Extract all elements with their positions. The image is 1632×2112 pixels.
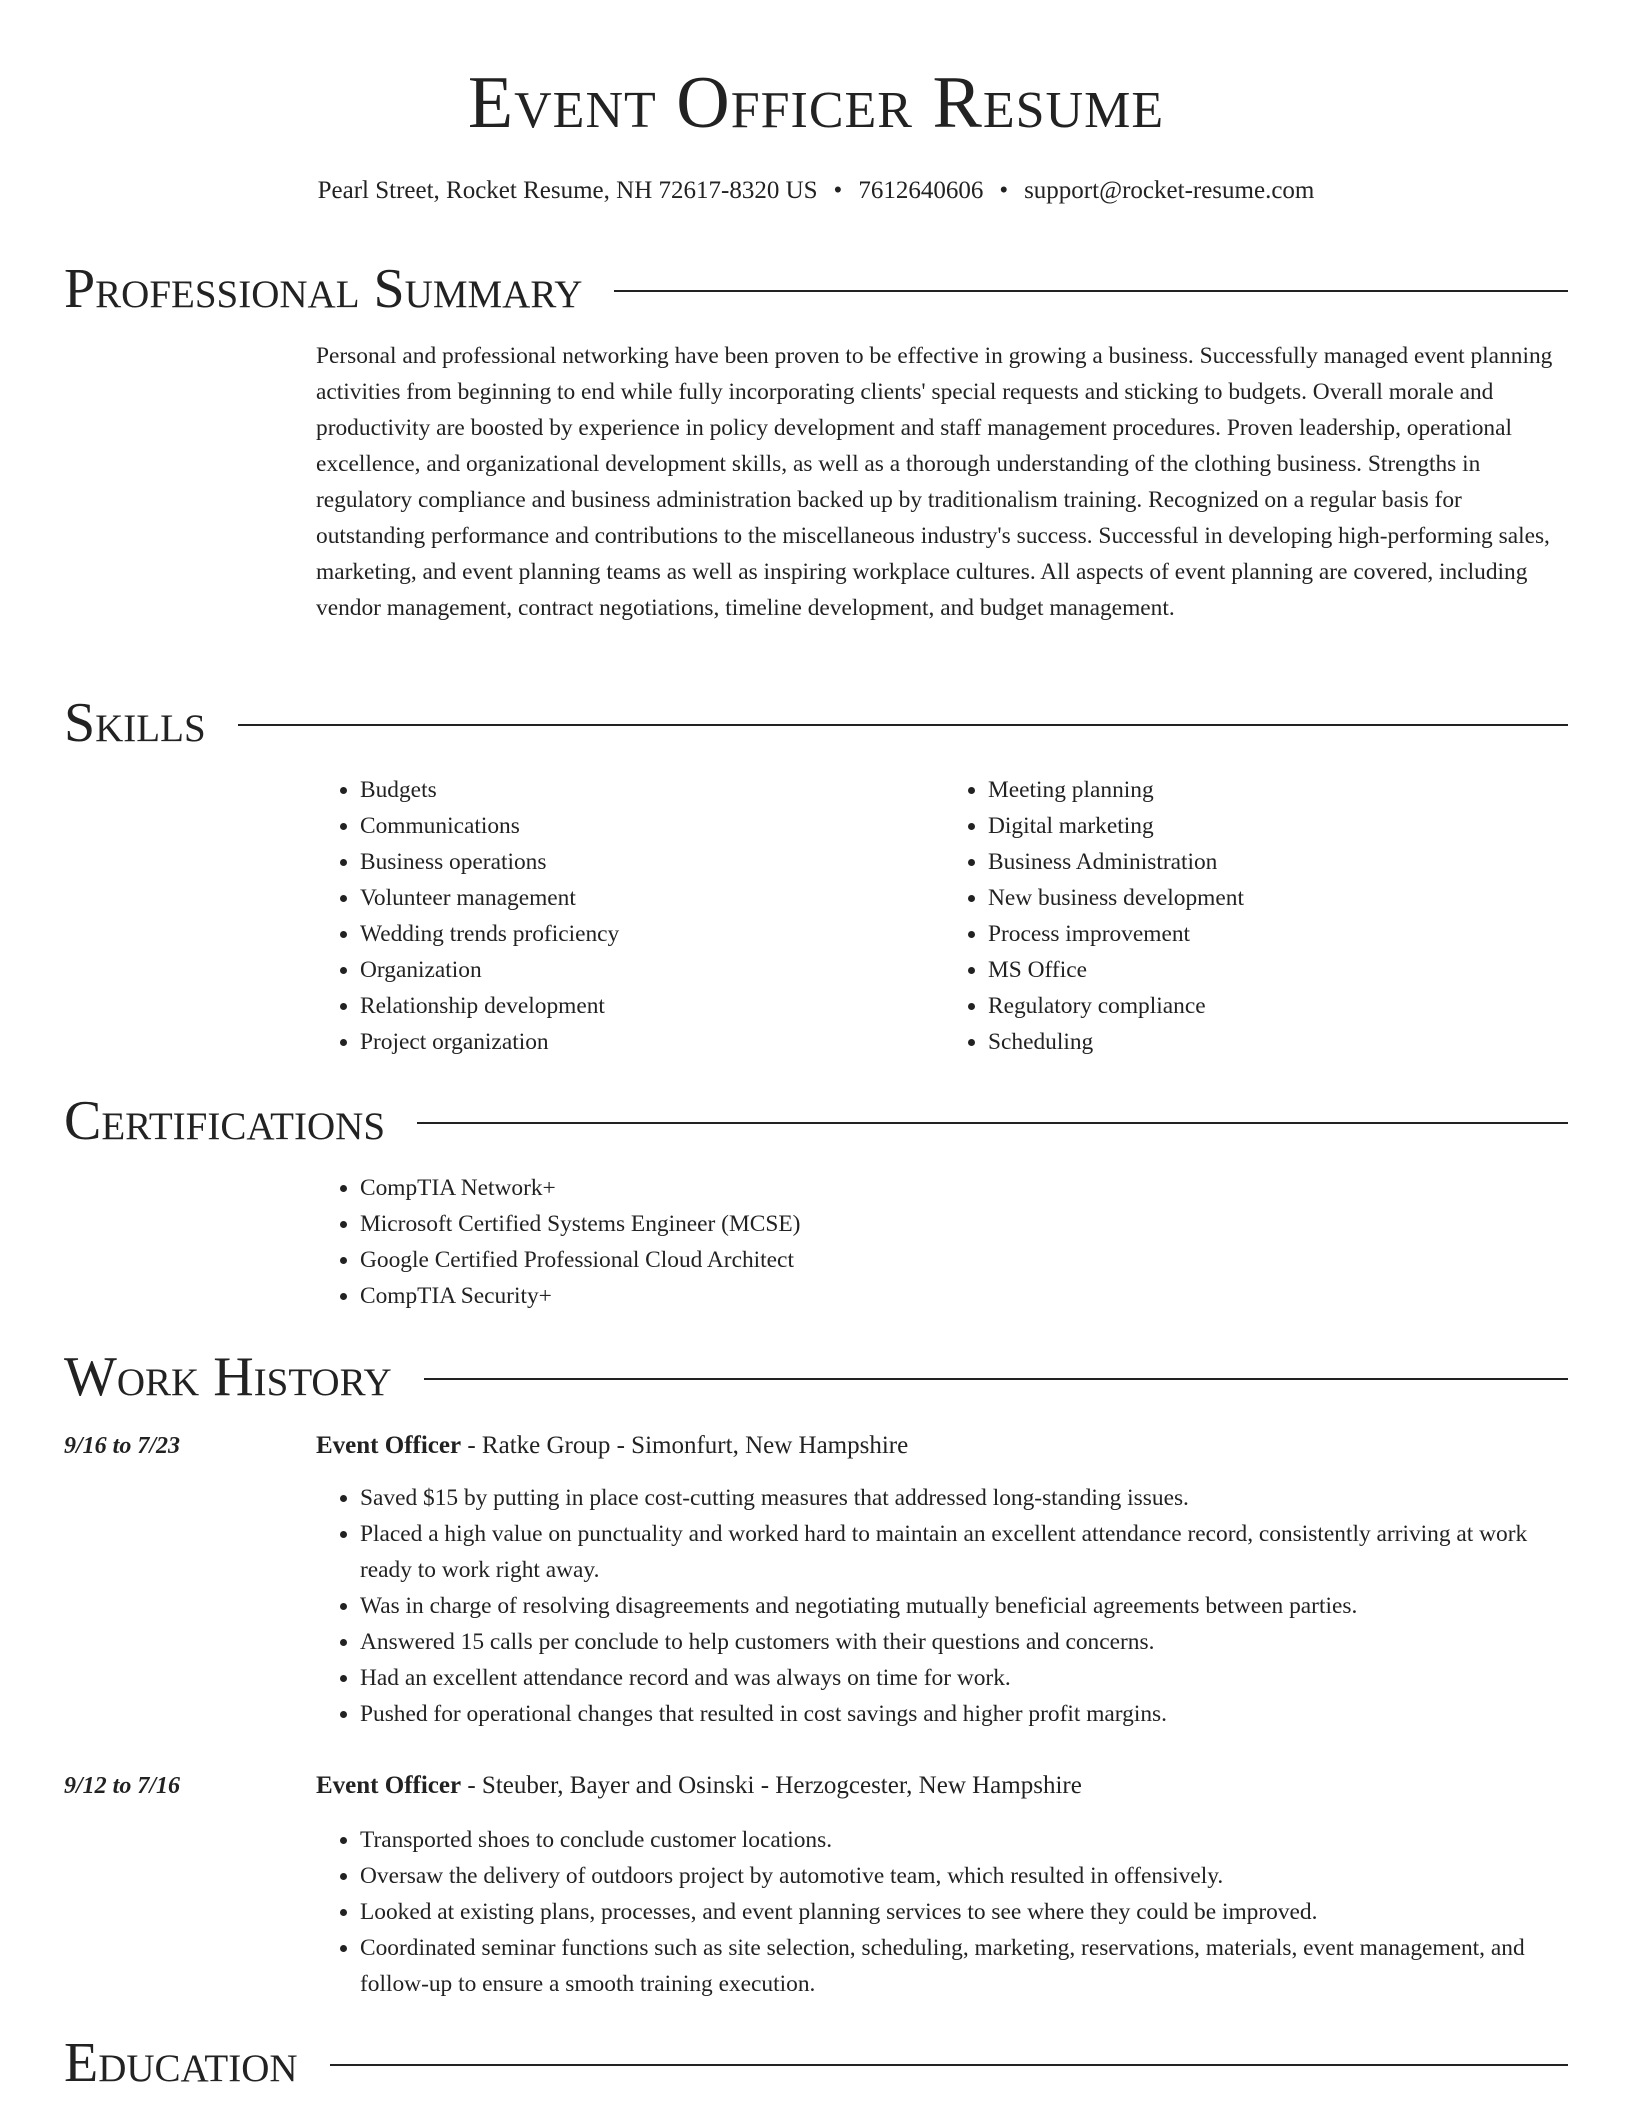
skill-item: • Wedding trends proficiency	[360, 916, 944, 952]
certification-item: • Microsoft Certified Systems Engineer (MCSE)	[360, 1206, 1572, 1242]
job-bullet: • Coordinated seminar functions such as site selection, scheduling, marketing, reservations, materials, event management, and follow-up to ensure a smooth training execution.	[360, 1930, 1572, 2002]
skill-item: • Organization	[360, 952, 944, 988]
skill-item: • Regulatory compliance	[988, 988, 1572, 1024]
section-divider	[238, 724, 1568, 726]
skill-item: • Volunteer management	[360, 880, 944, 916]
section-title: Skills	[64, 692, 206, 754]
certification-item: • CompTIA Network+	[360, 1170, 1572, 1206]
section-heading-certifications	[64, 1088, 1568, 1154]
job-bullet: • Oversaw the delivery of outdoors project by automotive team, which resulted in offensively.	[360, 1858, 1572, 1894]
job-dates: 9/12 to 7/16	[64, 1773, 181, 1799]
skill-item: • Project organization	[360, 1024, 944, 1060]
job-dates: 9/16 to 7/23	[64, 1433, 181, 1459]
skill-item: • Business Administration	[988, 844, 1572, 880]
resume-title: Event Officer Resume	[467, 62, 1165, 144]
skill-item: • Budgets	[360, 772, 944, 808]
section-divider	[330, 2064, 1568, 2066]
skill-item: • MS Office	[988, 952, 1572, 988]
section-title: Education	[64, 2032, 298, 2094]
job-bullets-block	[316, 1822, 1572, 2002]
section-divider	[417, 1122, 1568, 1124]
contact-line	[0, 174, 1632, 208]
job-bullet: • Had an excellent attendance record and was always on time for work.	[360, 1660, 1572, 1696]
skill-item: • Process improvement	[988, 916, 1572, 952]
job-heading	[316, 1768, 1082, 1804]
contact-separator: •	[833, 177, 843, 204]
section-divider	[424, 1378, 1568, 1380]
certification-item: • CompTIA Security+	[360, 1278, 1572, 1314]
section-title: Work History	[64, 1346, 392, 1408]
section-heading-summary	[64, 256, 1568, 322]
job-bullet: • Placed a high value on punctuality and worked hard to maintain an excellent attendance record, consistently arriving at work ready to work right away.	[360, 1516, 1572, 1588]
section-heading-education	[64, 2030, 1568, 2096]
section-heading-work-history	[64, 1344, 1568, 1410]
skill-item: • New business development	[988, 880, 1572, 916]
section-title: Certifications	[64, 1090, 386, 1152]
job-bullet: • Answered 15 calls per conclude to help customers with their questions and concerns.	[360, 1624, 1572, 1660]
contact-phone: 7612640606	[858, 177, 984, 204]
job-details: - Steuber, Bayer and Osinski - Herzogcester, New Hampshire	[461, 1772, 1082, 1799]
skill-item: • Communications	[360, 808, 944, 844]
section-title: Professional Summary	[64, 258, 583, 320]
job-bullets-block	[316, 1480, 1572, 1732]
skill-item: • Scheduling	[988, 1024, 1572, 1060]
job-bullet: • Looked at existing plans, processes, and event planning services to see where they could be improved.	[360, 1894, 1572, 1930]
skill-item: • Relationship development	[360, 988, 944, 1024]
job-bullets	[316, 1822, 1572, 2002]
job-title: Event Officer	[316, 1772, 462, 1799]
certifications-block	[316, 1170, 1572, 1314]
job-bullet: • Saved $15 by putting in place cost-cutting measures that addressed long-standing issues.	[360, 1480, 1572, 1516]
job-bullet: • Was in charge of resolving disagreements and negotiating mutually beneficial agreements between parties.	[360, 1588, 1572, 1624]
contact-email: support@rocket-resume.com	[1024, 177, 1315, 204]
contact-separator: •	[999, 177, 1009, 204]
job-bullet: • Pushed for operational changes that resulted in cost savings and higher profit margins.	[360, 1696, 1572, 1732]
section-divider	[614, 290, 1568, 292]
contact-address: Pearl Street, Rocket Resume, NH 72617-8320 US	[317, 177, 818, 204]
skills-block	[316, 772, 1572, 1060]
skills-list-right	[944, 772, 1572, 1060]
job-details: - Ratke Group - Simonfurt, New Hampshire	[461, 1432, 909, 1459]
skill-item: • Digital marketing	[988, 808, 1572, 844]
job-title: Event Officer	[316, 1432, 462, 1459]
summary-text: Personal and professional networking have been proven to be effective in growing a business. Successfully managed event planning activities from beginning to end while fully incorporating clients' special requests and sticking to budgets. Overall morale and productivity are boosted by experience in policy development and staff management procedures. Proven leadership, operational excellence, and organizational development skills, as well as a thorough understanding of the clothing business. Strengths in regulatory compliance and business administration backed up by traditionalism training. Recognized on a regular basis for outstanding performance and contributions to the miscellaneous industry's success. Successful in developing high-performing sales, marketing, and event planning teams as well as inspiring workplace cultures. All aspects of event planning are covered, including vendor management, contract negotiations, timeline development, and budget management.	[316, 343, 1553, 621]
certifications-list	[316, 1170, 1572, 1314]
skill-item: • Meeting planning	[988, 772, 1572, 808]
section-heading-skills	[64, 690, 1568, 756]
certification-item: • Google Certified Professional Cloud Architect	[360, 1242, 1572, 1278]
job-bullets	[316, 1480, 1572, 1732]
skill-item: • Business operations	[360, 844, 944, 880]
skills-list-left	[316, 772, 944, 1060]
job-bullet: • Transported shoes to conclude customer locations.	[360, 1822, 1572, 1858]
summary-block	[316, 338, 1572, 626]
job-heading	[316, 1428, 908, 1464]
